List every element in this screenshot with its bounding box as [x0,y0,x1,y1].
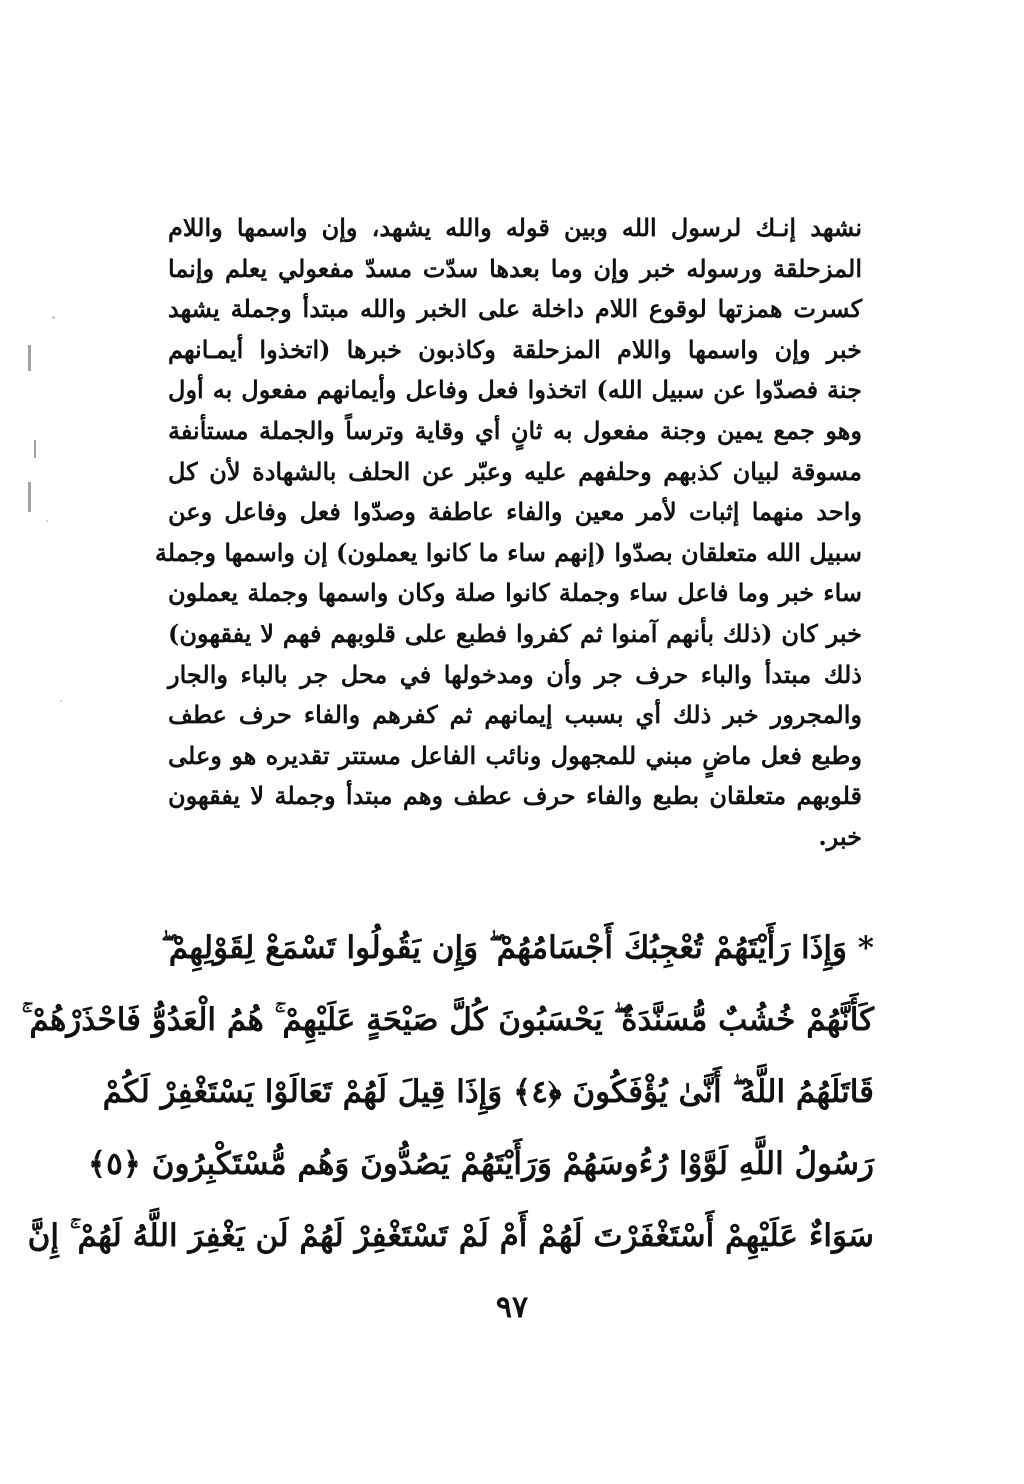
paragraph-line: وطبع فعل ماضٍ مبني للمجهول ونائب الفاعل مستتر تقديره هو وعلى [168,740,862,770]
verse-line: * وَإِذَا رَأَيْتَهُمْ تُعْجِبُكَ أَجْسَامُهُمْ ۖ وَإِن يَقُولُوا تَسْمَعْ لِقَوْلِهِمْ ۖ [161,930,874,966]
verse-line: قَاتَلَهُمُ اللَّهُ ۖ أَنَّىٰ يُؤْفَكُونَ ﴿٤﴾ وَإِذَا قِيلَ لَهُمْ تَعَالَوْا يَسْتَغْفِرْ لَكُمْ [102,1074,874,1110]
paragraph-line: مسوقة لبيان كذبهم وحلفهم عليه وعبّر عن الحلف بالشهادة لأن كل [168,456,862,486]
paragraph-line: والمجرور خبر ذلك أي بسبب إيمانهم ثم كفرهم والفاء حرف عطف [168,700,862,730]
paragraph-line: خبر كان (ذلك بأنهم آمنوا ثم كفروا فطبع على قلوبهم فهم لا يفقهون) [168,618,862,648]
paragraph-line: خبر. [818,821,862,851]
page-number: ٩٧ [495,1290,529,1325]
scan-speck [60,700,62,702]
verse-line: سَوَاءٌ عَلَيْهِمْ أَسْتَغْفَرْتَ لَهُمْ أَمْ لَمْ تَسْتَغْفِرْ لَهُمْ لَن يَغْفِرَ اللَّهُ لَهُمْ ۚ إِنَّ [27,1218,874,1254]
paragraph-line: جنة فصدّوا عن سبيل الله) اتخذوا فعل وفاعل وأيمانهم مفعول به أول [168,375,862,405]
scan-edge-mark [28,482,31,512]
paragraph-line: قلوبهم متعلقان بطبع والفاء حرف عطف وهم مبتدأ وجملة لا يفقهون [168,781,862,811]
paragraph-line: المزحلقة ورسوله خبر وإن وما بعدها سدّت مسدّ مفعولي يعلم وإنما [168,253,862,283]
paragraph-line: ساء خبر وما فاعل ساء وجملة كانوا صلة وكان واسمها وجملة يعملون [168,578,862,608]
quran-verse-block [21,912,874,1272]
scan-edge-mark [34,440,36,458]
paragraph-line: خبر وإن واسمها واللام المزحلقة وكاذبون خبرها (اتخذوا أيمـانهم [168,334,862,364]
paragraph-line: ذلك مبتدأ والباء حرف جر وأن ومدخولها في محل جر بالباء والجار [168,659,862,689]
paragraph-line: وهو جمع يمين وجنة مفعول به ثانٍ أي وقاية وترساً والجملة مستأنفة [168,415,862,445]
paragraph-line: سبيل الله متعلقان بصدّوا (إنهم ساء ما كانوا يعملون) إن واسمها وجملة [154,537,862,567]
commentary-paragraph [154,208,862,858]
paragraph-line: كسرت همزتها لوقوع اللام داخلة على الخبر والله مبتدأ وجملة يشهد [168,294,862,324]
verse-line: كَأَنَّهُمْ خُشُبٌ مُّسَنَّدَةٌ ۖ يَحْسَبُونَ كُلَّ صَيْحَةٍ عَلَيْهِمْ ۚ هُمُ الْعَدُوُّ فَاحْذَرْهُمْ ۚ [21,1002,874,1038]
paragraph-line: واحد منهما إثبات لأمر معين والفاء عاطفة وصدّوا فعل وفاعل وعن [168,497,862,527]
scan-speck [46,520,48,522]
paragraph-line: نشهد إنـك لرسول الله وبين قوله والله يشهد، وإن واسمها واللام [168,213,862,242]
verse-line: رَسُولُ اللَّهِ لَوَّوْا رُءُوسَهُمْ وَرَأَيْتَهُمْ يَصُدُّونَ وَهُم مُّسْتَكْبِرُونَ ﴿٥﴾ [87,1146,874,1182]
scan-edge-mark [28,345,31,371]
scan-speck [52,316,55,319]
